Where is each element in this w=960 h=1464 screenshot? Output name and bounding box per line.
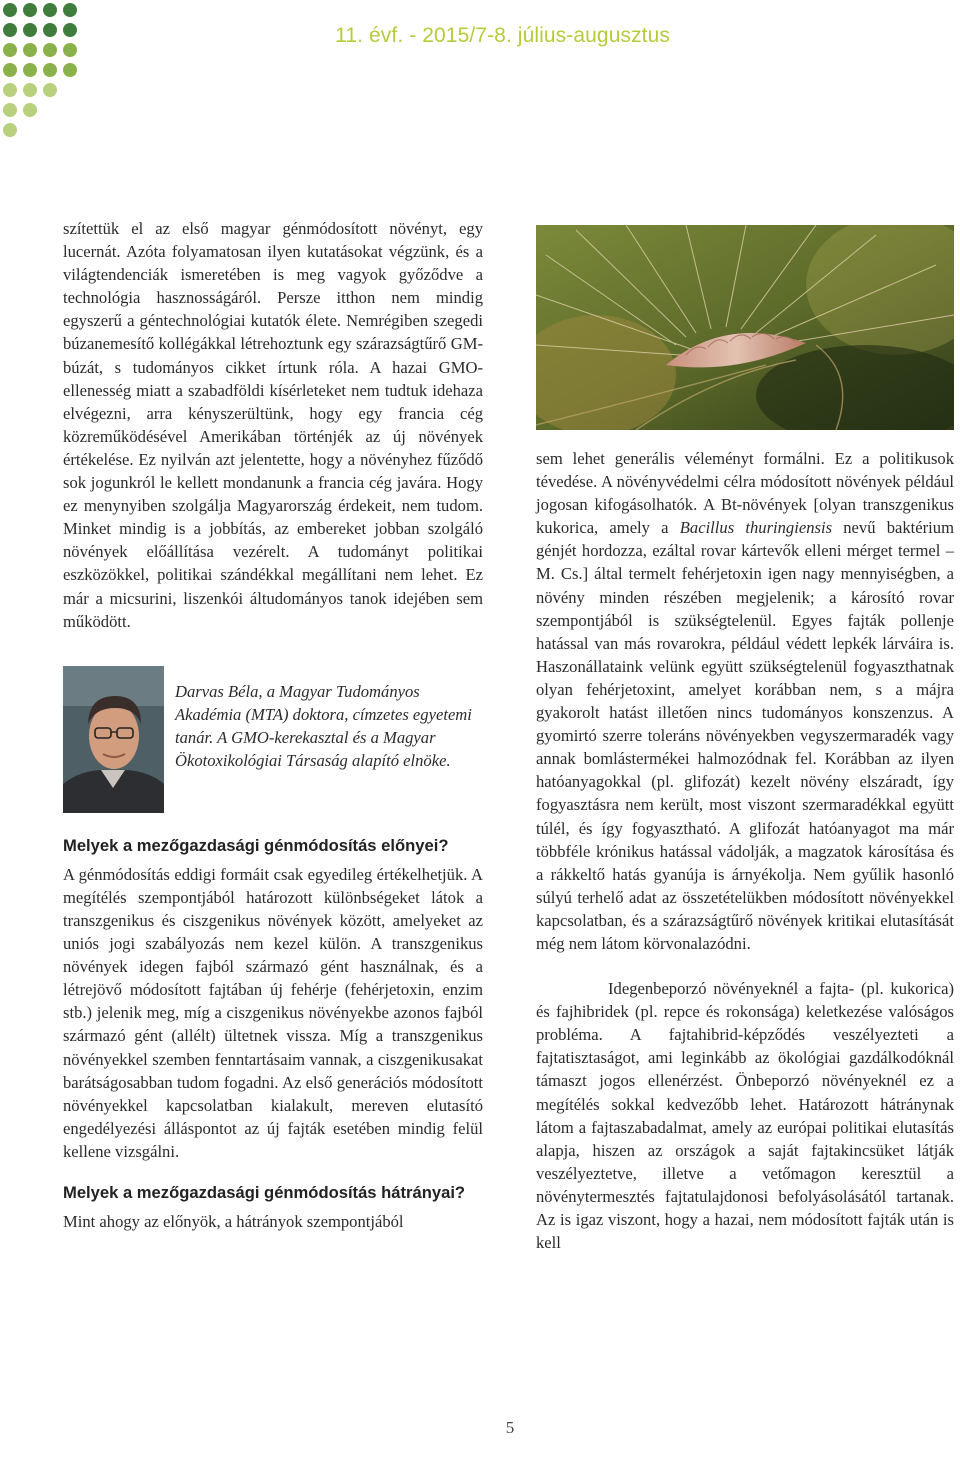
decorative-dot xyxy=(43,23,57,37)
decorative-dot xyxy=(3,23,17,37)
issue-header: 11. évf. - 2015/7-8. július-augusztus xyxy=(335,24,670,47)
author-caption: Darvas Béla, a Magyar Tudományos Akadémia (MTA) doktora, címzetes egyetemi tanár. A GMO-kerekasztal és a Magyar Ökotoxikológiai Társaság alapító elnöke. xyxy=(175,681,472,770)
decorative-dot xyxy=(43,3,57,17)
decorative-dot xyxy=(23,3,37,17)
decorative-dot xyxy=(63,43,77,57)
decorative-dot xyxy=(3,3,17,17)
decorative-dot xyxy=(3,103,17,117)
decorative-dot xyxy=(43,43,57,57)
decorative-dot xyxy=(23,23,37,37)
decorative-dot xyxy=(23,43,37,57)
question-heading-advantages: Melyek a mezőgazdasági génmódosítás előnyei? xyxy=(63,835,449,855)
author-portrait xyxy=(63,666,164,813)
left-paragraph-1: szítettük el az első magyar génmódosított növényt, egy lucernát. Azóta folyamatosan ilyen kutatásokat végzünk, és a világtendenciák ismeretében is meg vagyok győződve a technológia hasznosságáról. Persze itthon nem mindig egyszerű a géntechnológiai kutatók élete. Nemrégiben szegedi búzanemesítő kollégákkal létrehoztunk egy szárazságtűrő GM-búzát, s tudományos cikket írtunk róla. A hazai GMO-ellenesség miatt a szabadföldi kísérleteket nem tudtuk idehaza elvégezni, arra kényszerültünk, hogy egy francia cég közreműködésével Amerikában történjék az új növények értékelése. Ez nyilván azt jelentette, hogy a növényhez fűződő sok jogunkról le kellett mondanunk a francia cég javára. Hogy ez menynyiben szolgálja Magyarország érdekeit, nem tudom. Minket mindig is a jobbítás, az embereket jobban szolgáló növények előállítása vezérelt. A tudományt politikai eszközökkel, politikai szándékkal megállítani nem lehet. Ez már a micsurini, liszenkói áltudományos tanok idejében sem működött. xyxy=(63,219,483,631)
decorative-dot xyxy=(63,23,77,37)
decorative-dot-pattern xyxy=(0,0,120,160)
decorative-dot xyxy=(63,3,77,17)
decorative-dot xyxy=(23,83,37,97)
decorative-dot xyxy=(3,63,17,77)
decorative-dot xyxy=(3,123,17,137)
decorative-dot xyxy=(63,63,77,77)
decorative-dot xyxy=(3,83,17,97)
left-paragraph-2: A génmódosítás eddigi formáit csak egyedileg értékelhetjük. A megítélés szempontjából határozott különbségeket látok a transzgenikus és ciszgenikus növények között, amelyeket az uniós jogi szabályozás nem kezel külön. A transzgenikus növények idegen fajból származó gént használnak, és a létrejövő módosított fajtában új fehérje (fehérjetoxin, enzim stb.) jelenik meg, míg a ciszgenikus növényekbe azonos fajból származó gént (allélt) ültetnek vissza. Míg a transzgenikus növényekkel szemben fenntartásaim vannak, a ciszgenikusakat barátságosabban tudom fogadni. Az első generációs módosított növényekkel kapcsolatban kialakult, mereven elutasító engedélyezési álláspontot az új fajták esetében mindig felül kellene vizsgálni. xyxy=(63,864,483,1161)
wheat-photo xyxy=(536,225,954,430)
page-number: 5 xyxy=(505,1418,515,1437)
right-paragraph-2: Idegenbeporzó növényeknél a fajta- (pl. kukorica) és fajhibridek (pl. repce és rokonsága) keletkezése valóságos probléma. A fajtahibrid-képződés veszélyezteti a fajtatisztaságot, ami leginkább az ökológiai gazdálkodóknál támaszt jogos ellenérzést. Önbeporzó növényeknél ez a megítélés sokkal kedvezőbb lehet. Határozott hátránynak látom a fajtaszabadalmat, amely az európai politikai elutasítás alapja, hiszen az országok a saját fajtakincsüket látják veszélyeztetve, illetve a vetőmagon keresztül a növénytermesztés fajtatulajdonosi befolyásolásától tartanak. Az is igaz viszont, hogy a hazai, nem módosított fajták után is kell xyxy=(536,979,954,1253)
portrait-illustration xyxy=(63,666,164,813)
decorative-dot xyxy=(23,63,37,77)
right-column xyxy=(536,447,954,1254)
left-paragraph-3: Mint ahogy az előnyök, a hátrányok szempontjából xyxy=(63,1212,404,1232)
species-name-italic: Bacillus thuringiensis xyxy=(679,518,833,538)
decorative-dot xyxy=(43,63,57,77)
question-heading-disadvantages: Melyek a mezőgazdasági génmódosítás hátrányai? xyxy=(63,1183,466,1202)
right-paragraph-1-part-a: sem lehet generális véleményt formálni. Ez a politikusok tévedése. A növényvédelmi célra módosított növények például jogosan kifogásolhatók. A Bt-növények [olyan transzgenikus kukorica, amely a xyxy=(536,449,954,538)
decorative-dot xyxy=(23,103,37,117)
wheat-ear-illustration xyxy=(536,225,954,430)
left-column xyxy=(63,217,483,1233)
right-paragraph-1 xyxy=(536,447,954,955)
author-box xyxy=(63,666,483,816)
right-paragraph-1-part-b: nevű baktérium génjét hordozza, ezáltal rovar kártevők elleni mérget termel – M. Cs.] által termelt fehérjetoxin igen nagy mennyiségben, a növény minden részében megjelenik; a károsító rovar szempontjából is szükségtelenül. Egyes fajták pollenje hatással van más rovarokra, például védett lepkék lárváira is. Haszonállataink velünk együtt szükségtelenül fogyaszthatnak olyan fehérjetoxint, amelyet korábban nem, s a májra gyakorolt hatást illetően nincs tudományos konszenzus. A gyomirtó szerre toleráns növényekben vegyszermaradék vagy annak bomlástermékei halmozódnak fel. Korábban az ilyen hatóanyagokkal (pl. glifozát) kezelt növény elszáradt, így fogyasztásra nem került, most viszont szermaradékkal együtt túlél, és így fogyasztható. A glifozát hatóanyagot ma már többféle krónikus hatással vádolják, a magzatok károsítása és a rákkeltő hatás gyanúja is árnyékolja. Nem gyűlik hasonló súlyú terhelő adat az összetételükben módosított növényekkel kapcsolatban, és a szárazságtűrő növények kritikai elutasítását még nem látom körvonalazódni. xyxy=(536,518,954,953)
decorative-dot xyxy=(3,43,17,57)
decorative-dot xyxy=(43,83,57,97)
